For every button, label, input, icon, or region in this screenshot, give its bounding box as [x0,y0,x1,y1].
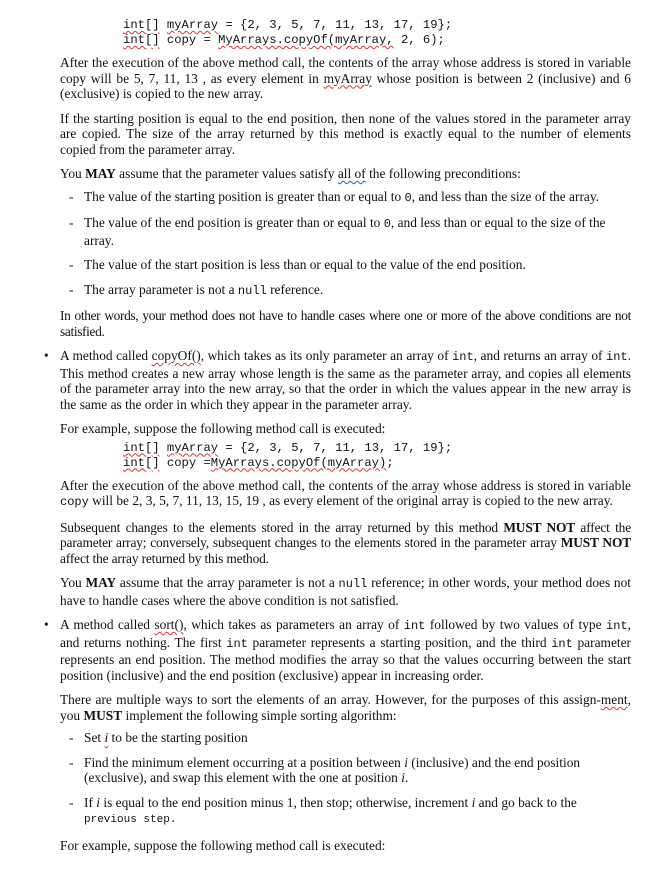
paragraph-sort-example-intro: For example, suppose the following method call is executed: [60,837,386,853]
paragraph-sorting-intro: There are multiple ways to sort the elements of an array. However, for the purposes of this assign-ment, you MUST implement the following simple sorting algorithm: [60,692,631,723]
code-block-1 [123,18,647,48]
bullet-copyof: • A method called copyOf(), which takes as its only parameter an array of int, and returns an array of int. This method creates a new array whose length is the same as the parameter array, and copies all elements of the parameter array into the new array, so that the order in which the values appear in the new array is the same as the order in which they appear in the parameter array. [44,348,631,412]
paragraph-subsequent-changes: Subsequent changes to the elements stored in the array returned by this method MUST NOT affect the parameter array; conversely, subsequent changes to the elements stored in the parameter array MUST NOT affect the array returned by this method. [60,519,631,566]
paragraph-other-words: In other words, your method does not have to handle cases where one or more of the above conditions are not satisfied. [60,308,631,339]
algorithm-step: - If i is equal to the end position minus 1, then stop; otherwise, increment i and go back to the previous step. [69,794,577,826]
algorithm-step: - Set i to be the starting position [69,730,248,745]
code-type: int[] [123,33,160,47]
algorithm-step: - Find the minimum element occurring at a position between i (inclusive) and the end position (exclusive), and swap this element with the one at position i. [69,754,581,785]
paragraph-copy-all-result: After the execution of the above method call, the contents of the array whose address is stored in variable copy will be 2, 3, 5, 7, 11, 13, 15, 19 , as every element of the original array is copied to the new array. [60,477,631,509]
paragraph-null-assumption: You MAY assume that the array parameter is not a null reference; in other words, your method does not have to handle cases where the above condition is not satisfied. [60,575,631,608]
list-item: - The value of the starting position is greater than or equal to 0, and less than the size of the array. [69,188,600,205]
code-text: copy = [159,33,219,47]
paragraph-example-intro: For example, suppose the following method call is executed: [60,421,386,436]
code-block-2: int[] myArray = {2, 3, 5, 7, 11, 13, 17, 19}; int[] copy =MyArrays.copyOf(myArray); [123,440,453,470]
bullet-dot: • [44,348,49,363]
list-item: - The value of the end position is greater than or equal to 0, and less than or equal to the size of the array. [69,215,606,248]
bullet-sort: • A method called sort(), which takes as parameters an array of int followed by two values of type int, and returns nothing. The first int parameter represents a starting position, and the third int parameter represents an end position. The method modifies the array so that the values occurring between the start position (inclusive) and the end position (exclusive) appear in increasing order. [44,617,632,683]
paragraph-preconditions-intro: You MAY assume that the parameter values satisfy all of the following preconditions: [60,166,521,181]
code-text: = {2, 3, 5, 7, 11, 13, 17, 19}; [218,18,453,32]
code-type: int[] [123,18,160,32]
code-text: 2, 6); [393,33,445,47]
paragraph-equal-positions: If the starting position is equal to the end position, then none of the values stored in the parameter array are copied. The size of the array returned by this method is exactly equal to the number of elements copied from the parameter array. [60,110,631,157]
list-item: - The value of the start position is less than or equal to the value of the end position. [69,257,526,272]
bullet-dot: • [44,617,49,632]
code-var: myArray [166,18,219,32]
code-call: MyArrays.copyOf(myArray, [218,33,394,47]
paragraph-copy-range-result: After the execution of the above method call, the contents of the array whose address is stored in variable copy will be 5, 7, 11, 13 , as every element in myArray whose position is between 2 (inclusive) and 6 (exclusive) is copied to the new array. [60,55,631,101]
list-item: - The array parameter is not a null reference. [69,281,324,298]
